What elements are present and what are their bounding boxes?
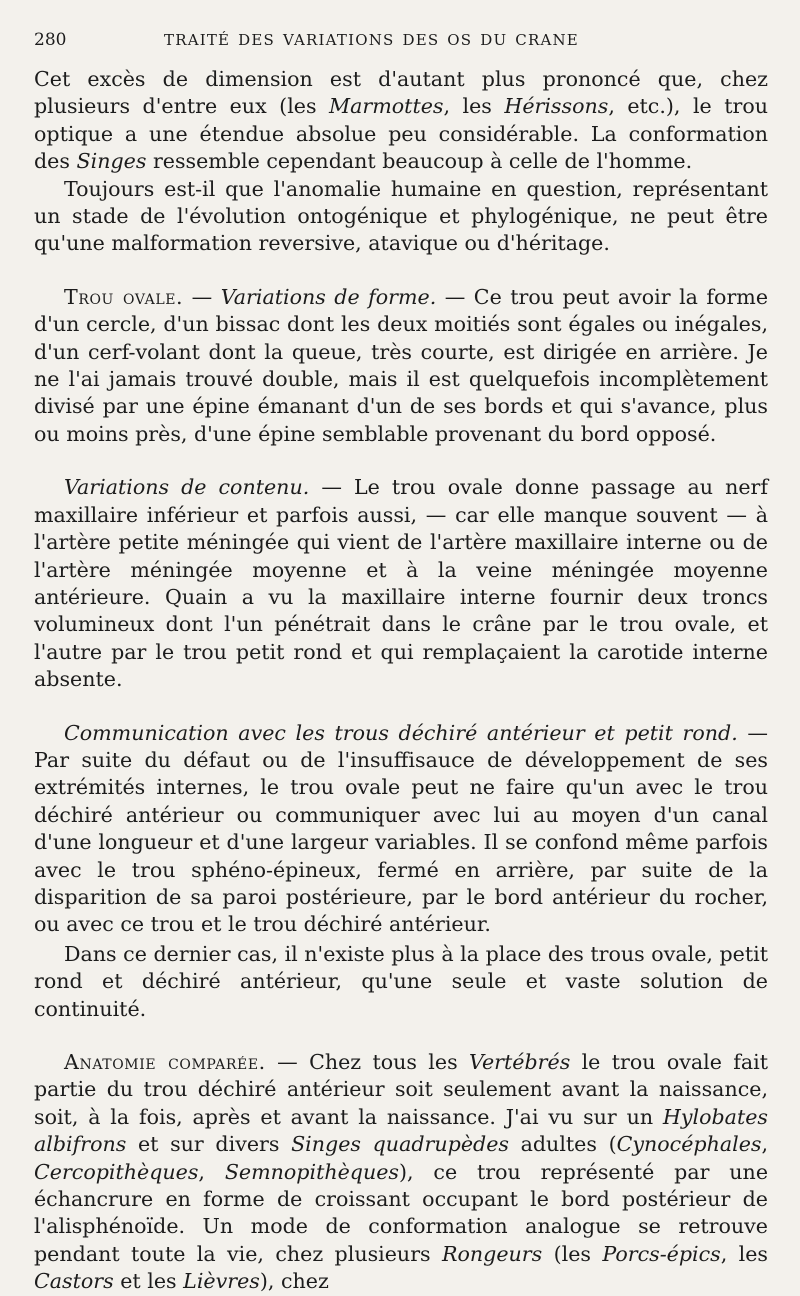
italic-term: Singes quadrupèdes bbox=[291, 1132, 509, 1157]
paragraph-trou-ovale bbox=[34, 284, 768, 448]
running-title: TRAITÉ DES VARIATIONS DES OS DU CRANE bbox=[164, 31, 579, 49]
paragraph-1 bbox=[34, 66, 768, 176]
subsection-heading: Variations de contenu. bbox=[64, 475, 310, 500]
text-run: — Ce trou peut avoir la forme d'un cercle, d'un bissac dont les deux moitiés sont égales ou inégales, d'un cerf-volant dont la queue, très courte, est dirigée en arrière. Je ne l'ai jamais trouvé double, mais il est quelquefois incomplètement divisé par une épine émanant d'un de ses bords et qui s'avance, plus ou moins près, d'une épine semblable provenant du bord opposé. bbox=[34, 284, 769, 446]
text-run: — bbox=[183, 284, 221, 309]
italic-term: Marmottes bbox=[329, 94, 444, 119]
section-heading: Trou ovale. bbox=[64, 284, 184, 309]
text-run: ), ce trou représenté par une échancrure en forme de croissant occupant le bord postérieur de l'alisphénoïde. Un mode de conformation analogue se retrouve pendant toute la vie, chez plusieurs bbox=[34, 1159, 769, 1266]
italic-term: Castors bbox=[34, 1269, 114, 1294]
text-run: — Le trou ovale donne passage au nerf maxillaire inférieur et parfois aussi, — car elle manque souvent — à l'artère petite méningée qui vient de l'artère maxillaire interne ou de l'artère méningée moyenne et à la veine méningée moyenne antérieure. Quain a vu la maxillaire interne fournir deux troncs volumineux dont l'un pénétrait dans le crâne par le trou ovale, et l'autre par le trou petit rond et qui remplaçaient la carotide interne absente. bbox=[34, 475, 768, 692]
section-heading: Anatomie comparée. bbox=[64, 1050, 266, 1074]
text-run: ), chez bbox=[259, 1269, 329, 1294]
section-gap bbox=[34, 258, 768, 284]
italic-term: Cynocéphales bbox=[616, 1132, 762, 1157]
italic-term: Singes bbox=[76, 149, 147, 174]
paragraph-2 bbox=[34, 176, 768, 258]
italic-term: Vertébrés bbox=[469, 1050, 571, 1074]
text-run: , les bbox=[720, 1241, 768, 1266]
paragraph-dernier-cas bbox=[34, 941, 768, 1023]
book-page bbox=[34, 30, 768, 1296]
subsection-heading: Variations de forme. bbox=[220, 284, 437, 309]
text-run: — Chez tous les bbox=[265, 1050, 469, 1074]
italic-term: Hylobates albifrons bbox=[34, 1104, 768, 1157]
section-gap bbox=[34, 1023, 768, 1049]
section-gap bbox=[34, 448, 768, 474]
italic-term: Rongeurs bbox=[441, 1241, 543, 1266]
text-run: Toujours est-il que l'anomalie humaine en question, représentant un stade de l'évolution ontogénique et phylogénique, ne peut être qu'une malformation reversive, atavique ou d'héritage. bbox=[34, 176, 768, 256]
paragraph-variations-contenu bbox=[34, 474, 768, 693]
text-run: et sur divers bbox=[126, 1132, 292, 1157]
body-text bbox=[34, 66, 768, 1296]
italic-term: Hérissons bbox=[504, 94, 609, 119]
text-run: Cet excès de dimension est d'autant plus prononcé que, chez plusieurs d'entre eux (les bbox=[34, 67, 768, 119]
italic-term: Semnopithèques bbox=[224, 1159, 399, 1184]
italic-term: Cercopithèques bbox=[34, 1159, 199, 1184]
text-run: , bbox=[198, 1159, 225, 1184]
italic-term: Porcs-épics bbox=[602, 1241, 721, 1266]
subsection-heading: Communication avec les trous déchiré antérieur et petit rond. bbox=[64, 720, 738, 745]
paragraph-anatomie-comparee bbox=[34, 1049, 768, 1296]
text-run: (les bbox=[542, 1241, 603, 1266]
text-run: , bbox=[761, 1132, 769, 1157]
text-run: Dans ce dernier cas, il n'existe plus à la place des trous ovale, petit rond et déchiré antérieur, qu'une seule et vaste solution de continuité. bbox=[34, 941, 768, 1021]
page-number: 280 bbox=[34, 30, 67, 50]
text-run: — Par suite du défaut ou de l'insuffisauce de développement de ses extrémités internes, le trou ovale peut ne faire qu'un avec le trou déchiré antérieur ou communiquer avec lui au moyen d'un canal d'une longueur et d'une largeur variables. Il se confond même parfois avec le trou sphéno-épineux, fermé en arrière, par suite de la disparition de sa paroi postérieure, par le bord antérieur du rocher, ou avec ce trou et le trou déchiré antérieur. bbox=[34, 720, 769, 937]
text-run: et les bbox=[113, 1269, 184, 1294]
paragraph-communication bbox=[34, 720, 768, 939]
text-run: , etc.), le trou optique a une étendue absolue peu considérable. La conformation des bbox=[34, 94, 768, 174]
text-run: , les bbox=[443, 94, 505, 119]
text-run: ressemble cependant beaucoup à celle de l'homme. bbox=[146, 149, 693, 174]
section-gap bbox=[34, 694, 768, 720]
running-header bbox=[34, 30, 768, 60]
italic-term: Lièvres bbox=[183, 1269, 260, 1294]
text-run: le trou ovale fait partie du trou déchiré antérieur soit seulement avant la naissance, soit, à la fois, après et avant la naissance. J'ai vu sur un bbox=[34, 1050, 769, 1129]
text-run: adultes ( bbox=[508, 1132, 617, 1157]
